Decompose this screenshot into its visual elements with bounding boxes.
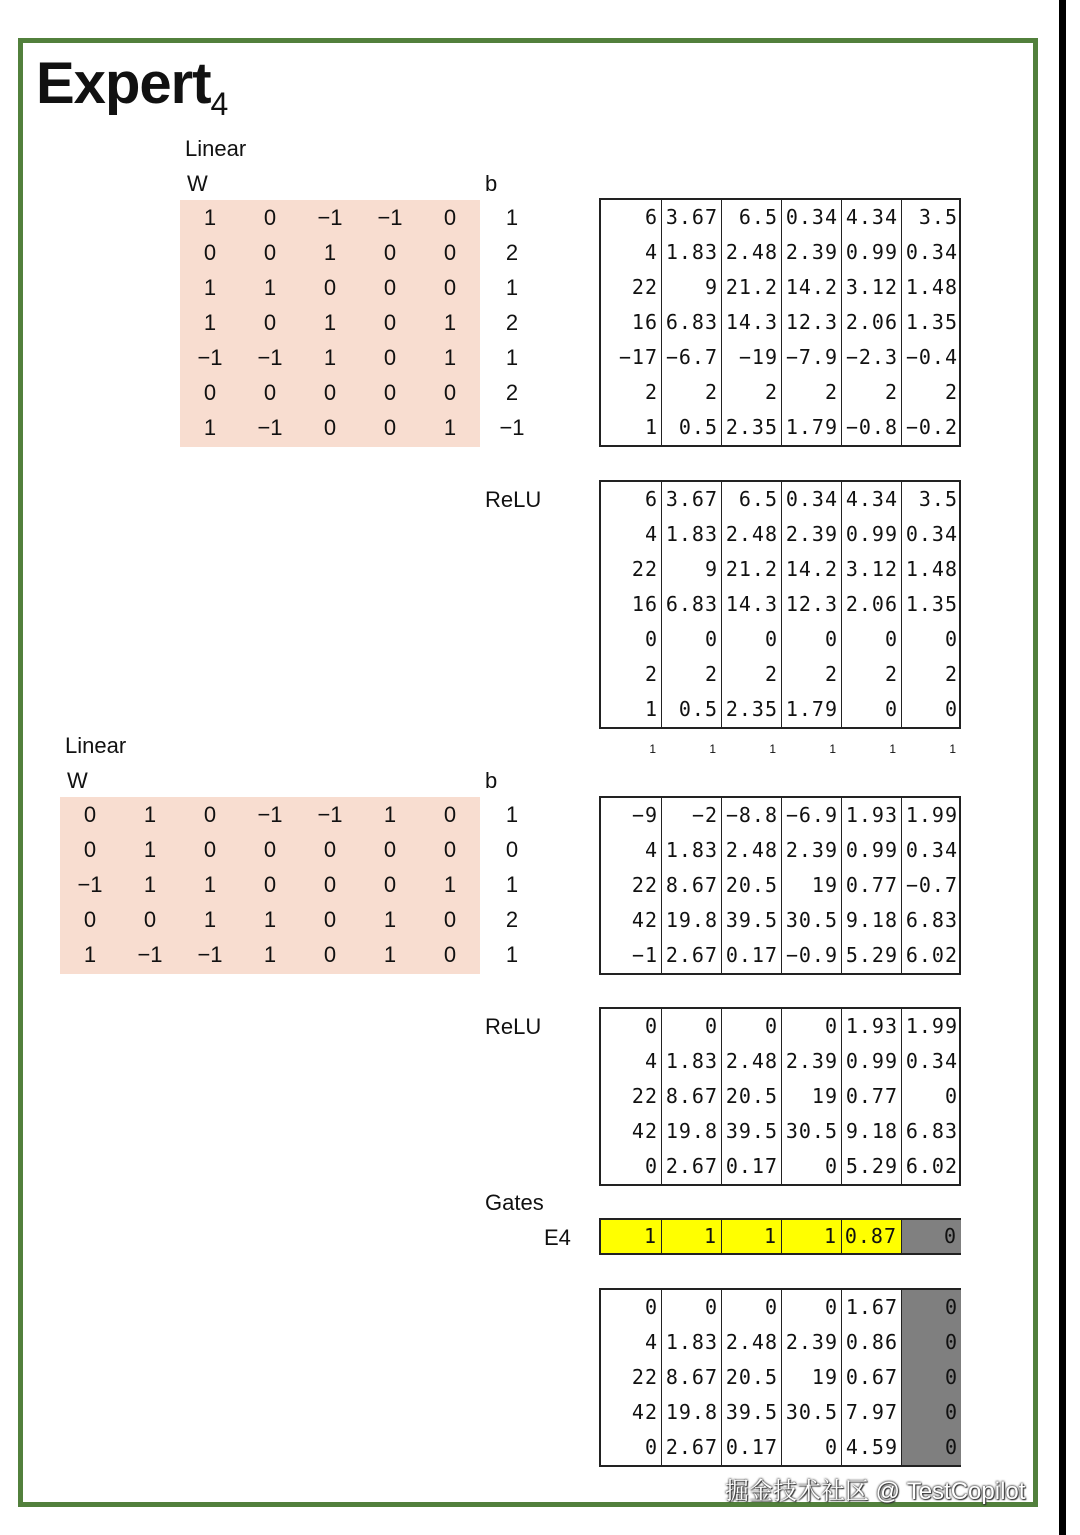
weight-cell: 1 xyxy=(323,345,337,370)
matrix-cell: 1.83 xyxy=(661,1325,721,1360)
matrix-cell: 39.5 xyxy=(721,1114,781,1149)
matrix-cell: 0.17 xyxy=(721,1430,781,1465)
weight-cell: 1 xyxy=(83,942,97,967)
matrix-cell: −2 xyxy=(661,798,721,833)
matrix-cell: 42 xyxy=(631,1119,658,1143)
matrix-cell: 19.8 xyxy=(661,1395,721,1430)
weight-cell: 0 xyxy=(443,802,457,827)
matrix-cell: 16 xyxy=(631,310,658,334)
matrix-cell: 2 xyxy=(644,662,658,686)
matrix-cell: 8.67 xyxy=(661,1360,721,1395)
weight-cell: 1 xyxy=(263,275,277,300)
matrix-cell: 0.34 xyxy=(781,482,841,517)
matrix-cell: 12.3 xyxy=(781,305,841,340)
matrix-cell: 1.79 xyxy=(781,410,841,445)
matrix-cell: 2.39 xyxy=(781,1325,841,1360)
matrix-cell: 0.5 xyxy=(661,692,721,727)
matrix-cell: 1.93 xyxy=(841,1009,901,1044)
matrix-cell: 2.67 xyxy=(661,1149,721,1184)
matrix-cell: −0.9 xyxy=(781,938,841,973)
matrix-cell: 9 xyxy=(661,552,721,587)
weight-cell: −1 xyxy=(317,205,343,230)
weight-cell: −1 xyxy=(137,942,163,967)
matrix-cell: 6.5 xyxy=(721,482,781,517)
bias-cell: −1 xyxy=(499,415,525,440)
matrix-cell: −9 xyxy=(631,803,658,827)
weight-cell: 1 xyxy=(383,802,397,827)
weight-cell: 0 xyxy=(143,907,157,932)
matrix-cell: 1.83 xyxy=(661,235,721,270)
matrix-cell: 0.34 xyxy=(901,1044,961,1079)
matrix-cell: 0.17 xyxy=(721,1149,781,1184)
weight-cell: 1 xyxy=(323,310,337,335)
right-edge-bar xyxy=(1059,0,1066,1535)
weight-cell: 0 xyxy=(323,872,337,897)
weight-cell: 0 xyxy=(323,907,337,932)
matrix-cell: 42 xyxy=(631,1400,658,1424)
gate-row xyxy=(599,1218,961,1255)
matrix-cell: 39.5 xyxy=(721,1395,781,1430)
weight-cell: 0 xyxy=(383,345,397,370)
matrix-cell: 0 xyxy=(781,1149,841,1184)
bias-cell: 2 xyxy=(505,380,519,405)
matrix-cell: 2 xyxy=(781,375,841,410)
gated-result-matrix xyxy=(599,1288,961,1467)
gate-row-label: E4 xyxy=(544,1225,571,1250)
matrix-cell: 30.5 xyxy=(781,1395,841,1430)
matrix-cell: 19 xyxy=(781,868,841,903)
layer1-linear-label: Linear xyxy=(185,136,247,161)
weight-cell: −1 xyxy=(317,802,343,827)
matrix-cell: 0 xyxy=(901,1325,961,1360)
matrix-cell: 16 xyxy=(631,592,658,616)
weight-cell: 0 xyxy=(263,310,277,335)
matrix-cell: 8.67 xyxy=(661,868,721,903)
weight-cell: 0 xyxy=(263,240,277,265)
matrix-cell: 0.86 xyxy=(841,1325,901,1360)
weight-cell: 0 xyxy=(383,837,397,862)
matrix-cell: 0 xyxy=(721,1009,781,1044)
matrix-cell: 39.5 xyxy=(721,903,781,938)
bias-cell: 2 xyxy=(505,907,519,932)
matrix-cell: 2 xyxy=(661,657,721,692)
layer2-b-label: b xyxy=(485,768,498,793)
weight-cell: 0 xyxy=(263,872,277,897)
matrix-cell: 0.34 xyxy=(901,833,961,868)
matrix-cell: 0 xyxy=(781,1290,841,1325)
matrix-cell: 0.34 xyxy=(901,235,961,270)
title-subscript: 4 xyxy=(210,86,229,122)
matrix-cell: 3.5 xyxy=(901,482,961,517)
matrix-cell: 2 xyxy=(644,380,658,404)
matrix-cell: 42 xyxy=(631,908,658,932)
layer1-linear-output xyxy=(599,198,961,447)
weight-cell: 1 xyxy=(323,240,337,265)
weight-cell: 1 xyxy=(443,310,457,335)
matrix-cell: 0.34 xyxy=(901,517,961,552)
matrix-cell: 1.48 xyxy=(901,270,961,305)
weight-cell: 0 xyxy=(443,240,457,265)
matrix-cell: 0 xyxy=(901,1395,961,1430)
matrix-cell: 0 xyxy=(644,1154,658,1178)
matrix-cell: 0.67 xyxy=(841,1360,901,1395)
matrix-cell: 2.35 xyxy=(721,692,781,727)
weight-cell: 1 xyxy=(443,415,457,440)
bias-cell: 1 xyxy=(505,275,519,300)
gate-cell: 0.87 xyxy=(841,1220,901,1253)
matrix-cell: 5.29 xyxy=(841,1149,901,1184)
matrix-cell: 22 xyxy=(631,557,658,581)
matrix-cell: 1.83 xyxy=(661,1044,721,1079)
matrix-cell: 22 xyxy=(631,1084,658,1108)
matrix-cell: 6.83 xyxy=(901,903,961,938)
matrix-cell: 14.3 xyxy=(721,587,781,622)
matrix-cell: 4 xyxy=(644,1330,658,1354)
weight-cell: −1 xyxy=(197,345,223,370)
matrix-cell: 0 xyxy=(644,627,658,651)
weight-cell: 0 xyxy=(323,837,337,862)
matrix-cell: 0 xyxy=(841,622,901,657)
matrix-cell: 0 xyxy=(901,1290,961,1325)
matrix-cell: 0.17 xyxy=(721,938,781,973)
matrix-cell: 1 xyxy=(644,415,658,439)
matrix-cell: 0.34 xyxy=(781,200,841,235)
matrix-cell: 1.79 xyxy=(781,692,841,727)
matrix-cell: 3.5 xyxy=(901,200,961,235)
matrix-cell: 2.48 xyxy=(721,1044,781,1079)
weight-cell: 1 xyxy=(443,872,457,897)
matrix-cell: 2 xyxy=(841,375,901,410)
weight-cell: 0 xyxy=(83,802,97,827)
layer2-relu-output xyxy=(599,1007,961,1186)
matrix-cell: 8.67 xyxy=(661,1079,721,1114)
layer1-relu-label: ReLU xyxy=(485,487,542,512)
matrix-cell: 2.39 xyxy=(781,517,841,552)
matrix-cell: 2.48 xyxy=(721,1325,781,1360)
matrix-cell: 30.5 xyxy=(781,903,841,938)
weight-cell: 0 xyxy=(203,837,217,862)
matrix-cell: 2 xyxy=(901,375,961,410)
weight-cell: 0 xyxy=(203,380,217,405)
weight-cell: 0 xyxy=(323,275,337,300)
layer2-linear-output xyxy=(599,796,961,975)
matrix-cell: 21.2 xyxy=(721,552,781,587)
matrix-cell: 6.02 xyxy=(901,938,961,973)
matrix-cell: 0.77 xyxy=(841,1079,901,1114)
matrix-cell: 30.5 xyxy=(781,1114,841,1149)
matrix-cell: 6.5 xyxy=(721,200,781,235)
layer1-relu-output xyxy=(599,480,961,729)
matrix-cell: 2 xyxy=(841,657,901,692)
layer2-linear-label: Linear xyxy=(65,733,127,758)
weight-cell: 1 xyxy=(203,415,217,440)
matrix-cell: 3.12 xyxy=(841,552,901,587)
matrix-cell: 1.83 xyxy=(661,833,721,868)
matrix-cell: −6.9 xyxy=(781,798,841,833)
ones-cell: 1 xyxy=(769,742,776,756)
matrix-cell: 0.99 xyxy=(841,833,901,868)
weight-cell: 1 xyxy=(203,907,217,932)
weight-cell: 0 xyxy=(443,907,457,932)
matrix-cell: 20.5 xyxy=(721,1360,781,1395)
matrix-cell: 6 xyxy=(644,205,658,229)
weight-cell: −1 xyxy=(257,802,283,827)
weight-cell: −1 xyxy=(197,942,223,967)
weight-cell: −1 xyxy=(257,345,283,370)
layer2-weight-matrix xyxy=(60,797,480,974)
matrix-cell: 2 xyxy=(721,657,781,692)
matrix-cell: 2.39 xyxy=(781,833,841,868)
matrix-cell: 6.83 xyxy=(661,305,721,340)
gate-cell: 1 xyxy=(601,1220,661,1253)
matrix-cell: 14.2 xyxy=(781,552,841,587)
matrix-cell: 2.48 xyxy=(721,833,781,868)
matrix-cell: 2.06 xyxy=(841,305,901,340)
gate-cell: 1 xyxy=(781,1220,841,1253)
matrix-cell: 0 xyxy=(901,1079,961,1114)
weight-cell: 1 xyxy=(143,872,157,897)
weight-cell: 0 xyxy=(323,380,337,405)
weight-cell: 0 xyxy=(83,907,97,932)
title-main: Expert xyxy=(36,51,211,116)
matrix-cell: 0 xyxy=(781,1430,841,1465)
ones-cell: 1 xyxy=(829,742,836,756)
matrix-cell: 0.99 xyxy=(841,517,901,552)
weight-cell: 0 xyxy=(383,240,397,265)
matrix-cell: 2.67 xyxy=(661,938,721,973)
matrix-cell: 12.3 xyxy=(781,587,841,622)
matrix-cell: 2 xyxy=(661,375,721,410)
matrix-cell: 0 xyxy=(841,692,901,727)
matrix-cell: 2.48 xyxy=(721,517,781,552)
bias-cell: 0 xyxy=(505,837,519,862)
weight-cell: 0 xyxy=(443,380,457,405)
gates-label: Gates xyxy=(485,1190,544,1215)
matrix-cell: −2.3 xyxy=(841,340,901,375)
gate-cell: 1 xyxy=(661,1220,721,1253)
weight-cell: 1 xyxy=(203,310,217,335)
bias-cell: 1 xyxy=(505,802,519,827)
matrix-cell: 1.35 xyxy=(901,305,961,340)
matrix-cell: 20.5 xyxy=(721,868,781,903)
matrix-cell: 1.93 xyxy=(841,798,901,833)
matrix-cell: 4.34 xyxy=(841,200,901,235)
weight-cell: 0 xyxy=(443,942,457,967)
matrix-cell: 0 xyxy=(661,622,721,657)
matrix-cell: 1.67 xyxy=(841,1290,901,1325)
matrix-cell: 4.59 xyxy=(841,1430,901,1465)
matrix-cell: 20.5 xyxy=(721,1079,781,1114)
weight-cell: 0 xyxy=(323,415,337,440)
matrix-cell: 0 xyxy=(644,1435,658,1459)
matrix-cell: −0.2 xyxy=(901,410,961,445)
ones-cell: 1 xyxy=(649,742,656,756)
matrix-cell: 4 xyxy=(644,240,658,264)
weight-cell: 1 xyxy=(443,345,457,370)
gate-cell: 0 xyxy=(901,1220,961,1253)
matrix-cell: 2.39 xyxy=(781,1044,841,1079)
weight-cell: 0 xyxy=(203,802,217,827)
matrix-cell: 2.48 xyxy=(721,235,781,270)
matrix-cell: 14.2 xyxy=(781,270,841,305)
matrix-cell: 0 xyxy=(661,1290,721,1325)
matrix-cell: 19 xyxy=(781,1360,841,1395)
matrix-cell: 0.99 xyxy=(841,1044,901,1079)
bias-cell: 1 xyxy=(505,345,519,370)
matrix-cell: 9 xyxy=(661,270,721,305)
matrix-cell: 0 xyxy=(781,1009,841,1044)
matrix-cell: 0.5 xyxy=(661,410,721,445)
matrix-cell: 19.8 xyxy=(661,1114,721,1149)
layer1-w-label: W xyxy=(187,171,208,196)
matrix-cell: 0 xyxy=(721,622,781,657)
matrix-cell: 22 xyxy=(631,1365,658,1389)
bias-cell: 1 xyxy=(505,872,519,897)
matrix-cell: 1 xyxy=(644,697,658,721)
weight-cell: 0 xyxy=(263,205,277,230)
weight-cell: −1 xyxy=(257,415,283,440)
matrix-cell: 1.99 xyxy=(901,1009,961,1044)
weight-cell: 1 xyxy=(143,802,157,827)
matrix-cell: 6.83 xyxy=(901,1114,961,1149)
matrix-cell: 3.67 xyxy=(661,482,721,517)
weight-cell: 0 xyxy=(443,837,457,862)
matrix-cell: 0.77 xyxy=(841,868,901,903)
matrix-cell: 0 xyxy=(781,622,841,657)
matrix-cell: 1.83 xyxy=(661,517,721,552)
matrix-cell: −7.9 xyxy=(781,340,841,375)
weight-cell: 0 xyxy=(383,415,397,440)
matrix-cell: 0 xyxy=(901,1430,961,1465)
weight-cell: 0 xyxy=(443,205,457,230)
matrix-cell: 0 xyxy=(644,1014,658,1038)
matrix-cell: −0.4 xyxy=(901,340,961,375)
ones-cell: 1 xyxy=(889,742,896,756)
weight-cell: 0 xyxy=(383,380,397,405)
matrix-cell: 4 xyxy=(644,838,658,862)
matrix-cell: −1 xyxy=(631,943,658,967)
ones-cell: 1 xyxy=(949,742,956,756)
weight-cell: 1 xyxy=(263,942,277,967)
weight-cell: 0 xyxy=(83,837,97,862)
matrix-cell: 6 xyxy=(644,487,658,511)
matrix-cell: 1.48 xyxy=(901,552,961,587)
matrix-cell: 0 xyxy=(721,1290,781,1325)
matrix-cell: 5.29 xyxy=(841,938,901,973)
watermark: 掘金技术社区 @ TestCopilot xyxy=(725,1478,1026,1505)
matrix-cell: 1.99 xyxy=(901,798,961,833)
matrix-cell: 0 xyxy=(901,692,961,727)
matrix-cell: 9.18 xyxy=(841,903,901,938)
matrix-cell: 6.83 xyxy=(661,587,721,622)
weight-cell: −1 xyxy=(377,205,403,230)
matrix-cell: 4 xyxy=(644,1049,658,1073)
gate-cell: 1 xyxy=(721,1220,781,1253)
weight-cell: 1 xyxy=(203,275,217,300)
matrix-cell: 1.35 xyxy=(901,587,961,622)
matrix-cell: 2.39 xyxy=(781,235,841,270)
weight-cell: 0 xyxy=(383,872,397,897)
bias-cell: 2 xyxy=(505,310,519,335)
weight-cell: 1 xyxy=(143,837,157,862)
weight-cell: 0 xyxy=(383,310,397,335)
matrix-cell: −19 xyxy=(721,340,781,375)
matrix-cell: 7.97 xyxy=(841,1395,901,1430)
weight-cell: 1 xyxy=(203,872,217,897)
weight-cell: 0 xyxy=(203,240,217,265)
bias-cell: 2 xyxy=(505,240,519,265)
ones-cell: 1 xyxy=(709,742,716,756)
layer2-relu-label: ReLU xyxy=(485,1014,542,1039)
weight-cell: 0 xyxy=(383,275,397,300)
matrix-cell: 9.18 xyxy=(841,1114,901,1149)
matrix-cell: −0.7 xyxy=(901,868,961,903)
matrix-cell: 22 xyxy=(631,873,658,897)
matrix-cell: 19 xyxy=(781,1079,841,1114)
matrix-cell: 6.02 xyxy=(901,1149,961,1184)
bias-cell: 1 xyxy=(505,942,519,967)
weight-cell: 1 xyxy=(203,205,217,230)
matrix-cell: 21.2 xyxy=(721,270,781,305)
matrix-cell: 2 xyxy=(721,375,781,410)
matrix-cell: 2.06 xyxy=(841,587,901,622)
matrix-cell: 0 xyxy=(901,622,961,657)
layer1-weight-matrix xyxy=(180,200,480,447)
page-title xyxy=(36,52,228,124)
matrix-cell: 22 xyxy=(631,275,658,299)
bias-cell: 1 xyxy=(505,205,519,230)
matrix-cell: 4.34 xyxy=(841,482,901,517)
matrix-cell: 2.35 xyxy=(721,410,781,445)
matrix-cell: 4 xyxy=(644,522,658,546)
layer2-w-label: W xyxy=(67,768,88,793)
matrix-cell: 0.99 xyxy=(841,235,901,270)
matrix-cell: 3.12 xyxy=(841,270,901,305)
matrix-cell: 2 xyxy=(901,657,961,692)
matrix-cell: 19.8 xyxy=(661,903,721,938)
matrix-cell: 0 xyxy=(644,1295,658,1319)
matrix-cell: −17 xyxy=(618,345,658,369)
matrix-cell: 0 xyxy=(901,1360,961,1395)
weight-cell: 0 xyxy=(263,380,277,405)
weight-cell: 1 xyxy=(383,942,397,967)
matrix-cell: 2 xyxy=(781,657,841,692)
weight-cell: −1 xyxy=(77,872,103,897)
layer1-b-label: b xyxy=(485,171,498,196)
matrix-cell: −6.7 xyxy=(661,340,721,375)
weight-cell: 1 xyxy=(263,907,277,932)
weight-cell: 0 xyxy=(443,275,457,300)
matrix-cell: −8.8 xyxy=(721,798,781,833)
weight-cell: 0 xyxy=(323,942,337,967)
matrix-cell: −0.8 xyxy=(841,410,901,445)
matrix-cell: 14.3 xyxy=(721,305,781,340)
matrix-cell: 3.67 xyxy=(661,200,721,235)
weight-cell: 1 xyxy=(383,907,397,932)
matrix-cell: 2.67 xyxy=(661,1430,721,1465)
matrix-cell: 0 xyxy=(661,1009,721,1044)
weight-cell: 0 xyxy=(263,837,277,862)
